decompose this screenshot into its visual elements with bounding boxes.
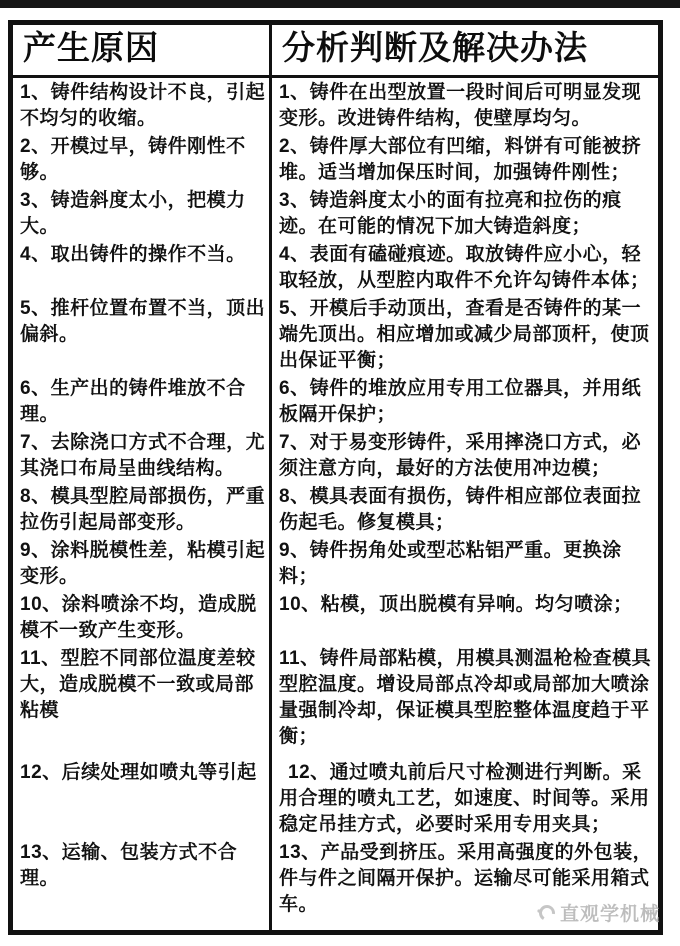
solution-cell: 5、开模后手动顶出，查看是否铸件的某一端先顶出。相应增加或减少局部顶杆，使顶出保证平衡； [279, 298, 650, 371]
cause-cell: 4、取出铸件的操作不当。 [11, 240, 271, 294]
solution-cell: 1、铸件在出型放置一段时间后可明显发现变形。改进铸件结构，使壁厚均匀。 [279, 82, 642, 129]
column-header-solution: 分析判断及解决办法 [271, 23, 661, 77]
table-row [11, 590, 661, 644]
table-row [11, 428, 661, 482]
table-row [11, 186, 661, 240]
solution-cell: 9、铸件拐角处或型芯粘铝严重。更换涂料； [279, 540, 622, 587]
cause-cell: 5、推杆位置布置不当，顶出偏斜。 [11, 294, 271, 374]
table-row [11, 482, 661, 536]
table-row [11, 240, 661, 294]
watermark-logo-icon [536, 902, 556, 924]
solution-cell: 2、铸件厚大部位有凹缩，料饼有可能被挤堆。适当增加保压时间，加强铸件刚性； [279, 136, 642, 183]
table-row [11, 374, 661, 428]
table-row [11, 644, 661, 750]
solution-cell: 6、铸件的堆放应用专用工位器具，并用纸板隔开保护； [279, 378, 642, 425]
table-row [11, 750, 661, 838]
header-row [11, 23, 661, 77]
cause-cell: 2、开模过早，铸件刚性不够。 [11, 132, 271, 186]
cause-cell: 10、涂料喷涂不均，造成脱模不一致产生变形。 [11, 590, 271, 644]
cause-cell: 3、铸造斜度太小，把模力大。 [11, 186, 271, 240]
solution-cell: 4、表面有磕碰痕迹。取放铸件应小心，轻取轻放，从型腔内取件不允许勾铸件本体； [279, 244, 650, 291]
table-row [11, 132, 661, 186]
cause-cell: 6、生产出的铸件堆放不合理。 [11, 374, 271, 428]
cause-cell: 9、涂料脱模性差，粘模引起变形。 [11, 536, 271, 590]
solution-cell: 8、模具表面有损伤，铸件相应部位表面拉伤起毛。修复模具； [279, 486, 642, 533]
watermark [536, 899, 660, 926]
solution-cell: 3、铸造斜度太小的面有拉亮和拉伤的痕迹。在可能的情况下加大铸造斜度； [279, 190, 622, 237]
column-header-cause: 产生原因 [11, 23, 271, 77]
solution-cell: 7、对于易变形铸件，采用摔浇口方式，必须注意方向，最好的方法使用冲边模； [279, 432, 642, 479]
table-row [11, 294, 661, 374]
cause-solution-table [8, 20, 663, 935]
top-black-bar [0, 0, 680, 8]
watermark-text: 直观学机械 [560, 904, 661, 925]
solution-cell: 13、产品受到挤压。采用高强度的外包装，件与件之间隔开保护。运输尽可能采用箱式车。 [279, 842, 653, 915]
solution-cell: 10、粘模，顶出脱模有异响。均匀喷涂； [279, 594, 633, 615]
solution-cell: 11、铸件局部粘模，用模具测温枪检查模具型腔温度。增设局部点冷却或局部加大喷涂量强制冷却，保证模具型腔整体温度趋于平衡； [279, 648, 652, 747]
solution-cell: 12、通过喷丸前后尺寸检测进行判断。采用合理的喷丸工艺，如速度、时间等。采用稳定吊挂方式，必要时采用专用夹具； [279, 762, 650, 835]
cause-cell: 13、运输、包装方式不合理。 [11, 838, 271, 933]
cause-cell: 7、去除浇口方式不合理，尤其浇口布局呈曲线结构。 [11, 428, 271, 482]
cause-cell: 12、后续处理如喷丸等引起 [11, 750, 271, 838]
cause-cell: 11、型腔不同部位温度差较大，造成脱模不一致或局部粘模 [11, 644, 271, 750]
cause-cell: 8、模具型腔局部损伤，严重拉伤引起局部变形。 [11, 482, 271, 536]
cause-cell: 1、铸件结构设计不良，引起不均匀的收缩。 [11, 77, 271, 133]
table-row [11, 77, 661, 133]
table-row [11, 536, 661, 590]
